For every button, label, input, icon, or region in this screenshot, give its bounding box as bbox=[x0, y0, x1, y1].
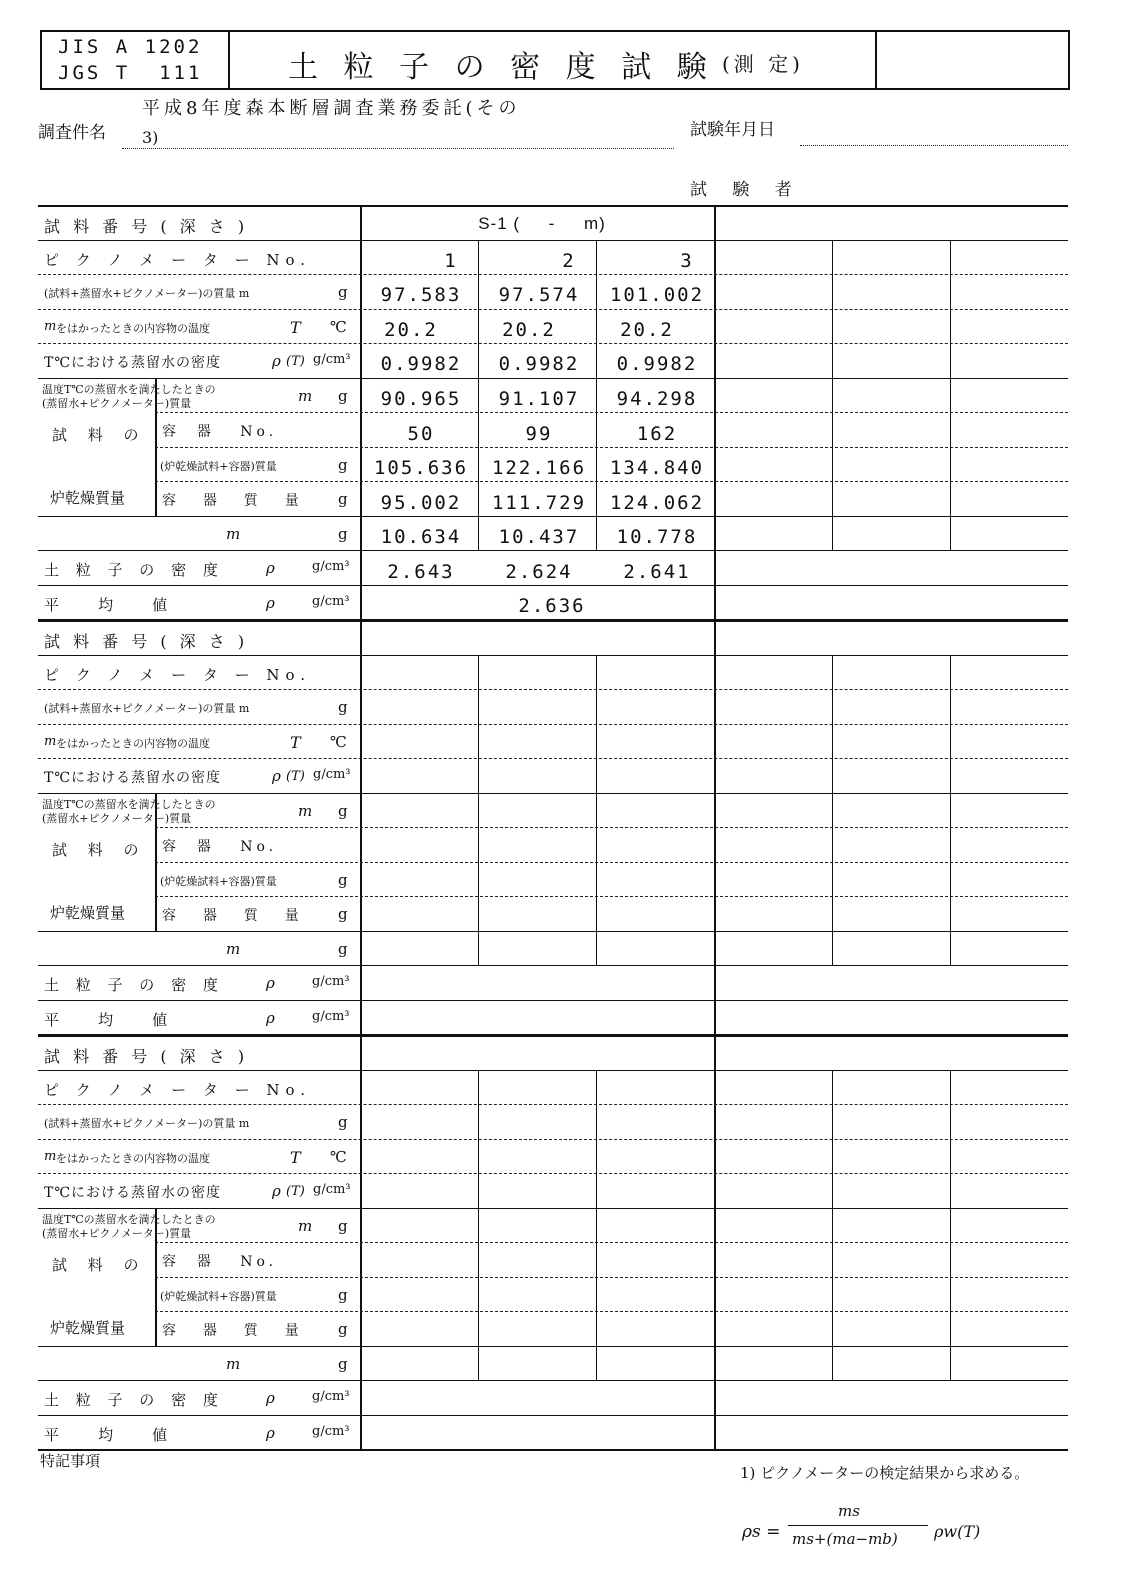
block1-unit-container-mass: g bbox=[338, 490, 348, 508]
block3-label-mass-ma-2: (蒸留水+ピクノメーター)質量 bbox=[42, 1226, 192, 1240]
block1-label-dry-sample: (炉乾燥試料+容器)質量 bbox=[160, 459, 277, 473]
block3-sym-ms: m bbox=[226, 1354, 241, 1373]
block3-label-temp-sym: m bbox=[44, 1148, 57, 1164]
block2-label-mass-ma-1: 温度T℃の蒸留水を満たしたときの bbox=[42, 797, 216, 811]
block3-unit-ms: g bbox=[338, 1354, 348, 1373]
pycnometer-no-1: 1 bbox=[444, 250, 458, 272]
block3-row-dash bbox=[155, 1277, 1068, 1278]
block1-label-temp-sym: m bbox=[44, 318, 57, 334]
block1-label-dry-group-2: 炉乾燥質量 bbox=[50, 488, 126, 507]
density-formula bbox=[738, 1500, 1068, 1570]
temp-1: 20.2 bbox=[384, 319, 438, 341]
block1-row-dash bbox=[155, 447, 1068, 448]
block2-unit-mass-mb: g bbox=[338, 698, 348, 716]
block2-unit-dry-sample: g bbox=[338, 870, 348, 889]
block2-unit-ms: g bbox=[338, 939, 348, 958]
block1-label-density-water: T℃における蒸留水の密度 bbox=[44, 355, 221, 371]
page-title-suffix: (測 定) bbox=[722, 52, 804, 76]
block3-group-top bbox=[38, 1208, 1068, 1209]
block3-row-dash bbox=[38, 1173, 1068, 1174]
block2-label-temp-sym: m bbox=[44, 733, 57, 749]
block1-top-border bbox=[38, 205, 1068, 207]
block1-arg-density-water: (T) bbox=[286, 354, 305, 369]
block1-unit-density-water: g/cm³ bbox=[313, 352, 351, 367]
block1-sym-mass-ma: m bbox=[298, 386, 313, 405]
remarks-label: 特記事項 bbox=[40, 1452, 101, 1470]
block2-row-dash bbox=[155, 896, 1068, 897]
block1-label-mass-ma-1: 温度T℃の蒸留水を満たしたときの bbox=[42, 382, 216, 396]
block1-unit-temp: ℃ bbox=[330, 317, 347, 336]
block2-label-temp-T: T bbox=[290, 732, 301, 752]
block3-unit-temp: ℃ bbox=[330, 1147, 347, 1166]
block1-sym-density-water: ρ bbox=[272, 352, 281, 370]
container-mass-3: 124.062 bbox=[609, 492, 705, 514]
block3-sym-density-water: ρ bbox=[272, 1182, 281, 1200]
block3-row-line bbox=[38, 1070, 1068, 1071]
block2-row-dash bbox=[38, 758, 1068, 759]
mass-mb-1: 97.583 bbox=[380, 284, 462, 306]
block2-unit-mass-ma: g bbox=[338, 801, 348, 820]
standard-code-jgs: JGS T 111 bbox=[58, 62, 203, 84]
survey-name-line1: 平成8年度森本断層調査業務委託(その bbox=[142, 98, 521, 119]
block3-bottom-border bbox=[38, 1449, 1068, 1451]
block1-row-line bbox=[38, 585, 1068, 586]
tester-label: 試 験 者 bbox=[690, 180, 802, 200]
mass-ma-2: 91.107 bbox=[498, 388, 580, 410]
block2-sym-soil-density: ρ bbox=[266, 974, 275, 992]
block2-arg-density-water: (T) bbox=[286, 769, 305, 784]
block2-label-dry-sample: (炉乾燥試料+容器)質量 bbox=[160, 874, 277, 888]
block1-col-line bbox=[950, 240, 951, 551]
footnote-1: 1) ピクノメーターの検定結果から求める。 bbox=[740, 1464, 1030, 1482]
block1-row-dash bbox=[38, 343, 1068, 344]
block2-unit-density-water: g/cm³ bbox=[313, 767, 351, 782]
block2-col-line bbox=[596, 655, 597, 966]
block3-label-sample-no: 試 料 番 号 ( 深 さ ) bbox=[44, 1047, 249, 1066]
block1-unit-mass-mb: g bbox=[338, 283, 348, 301]
block3-sym-soil-density: ρ bbox=[266, 1389, 275, 1407]
block1-label-dry-group-1: 試 料 の bbox=[52, 426, 147, 444]
block3-label-mass-mb: (試料+蒸留水+ピクノメーター)の質量 m bbox=[44, 1117, 250, 1130]
block3-col-line bbox=[596, 1070, 597, 1381]
block3-row-dash bbox=[38, 1139, 1068, 1140]
block2-top-border bbox=[38, 620, 1068, 622]
block3-sym-mass-ma: m bbox=[298, 1216, 313, 1235]
test-date-label: 試験年月日 bbox=[690, 120, 775, 140]
header-top-border bbox=[40, 30, 1070, 32]
density-water-2: 0.9982 bbox=[498, 353, 580, 375]
block2-label-dry-group-1: 試 料 の bbox=[52, 841, 147, 859]
block3-unit-density-water: g/cm³ bbox=[313, 1182, 351, 1197]
block2-unit-soil-density: g/cm³ bbox=[312, 974, 350, 989]
density-water-1: 0.9982 bbox=[380, 353, 462, 375]
soil-density-1: 2.643 bbox=[387, 561, 455, 583]
density-water-3: 0.9982 bbox=[616, 353, 698, 375]
block2-label-dry-group-2: 炉乾燥質量 bbox=[50, 903, 126, 922]
block3-row-dash bbox=[155, 1311, 1068, 1312]
block3-label-pycnometer: ピ ク ノ メ ー タ ー No. bbox=[44, 1080, 312, 1099]
block2-label-container-mass: 容 器 質 量 bbox=[162, 908, 305, 924]
block1-sym-average: ρ bbox=[266, 593, 275, 612]
formula-numerator: ms bbox=[838, 1502, 860, 1520]
block3-sym-average: ρ bbox=[266, 1423, 275, 1442]
container-mass-2: 111.729 bbox=[491, 492, 587, 514]
block1-row-dash bbox=[38, 274, 1068, 275]
formula-denominator: ms+(ma−mb) bbox=[792, 1530, 898, 1548]
block1-label-mass-mb: (試料+蒸留水+ピクノメーター)の質量 m bbox=[44, 287, 250, 300]
block1-col-line bbox=[832, 240, 833, 551]
block2-row-dash bbox=[155, 827, 1068, 828]
block2-col-line bbox=[832, 655, 833, 966]
block3-label-dry-group-2: 炉乾燥質量 bbox=[50, 1318, 126, 1337]
block3-label-mass-ma-1: 温度T℃の蒸留水を満たしたときの bbox=[42, 1212, 216, 1226]
block1-unit-soil-density: g/cm³ bbox=[312, 559, 350, 574]
block2-label-mass-ma-2: (蒸留水+ピクノメーター)質量 bbox=[42, 811, 192, 825]
block1-group-bottom bbox=[38, 516, 1068, 517]
block3-unit-container-mass: g bbox=[338, 1320, 348, 1338]
block2-label-sample-no: 試 料 番 号 ( 深 さ ) bbox=[44, 632, 249, 651]
block1-label-container-no: 容 器 No. bbox=[162, 424, 278, 440]
block2-label-soil-density: 土 粒 子 の 密 度 bbox=[44, 976, 224, 994]
block1-label-sample-no: 試 料 番 号 ( 深 さ ) bbox=[44, 217, 249, 236]
block2-label-container-no: 容 器 No. bbox=[162, 839, 278, 855]
block1-row-line bbox=[38, 550, 1068, 551]
block1-label-mass-ma-2: (蒸留水+ピクノメーター)質量 bbox=[42, 396, 192, 410]
average-density: 2.636 bbox=[518, 595, 586, 617]
block3-label-container-no: 容 器 No. bbox=[162, 1254, 278, 1270]
block3-label-temp-T: T bbox=[290, 1147, 301, 1167]
block1-unit-mass-ma: g bbox=[338, 386, 348, 405]
block2-sym-ms: m bbox=[226, 939, 241, 958]
block1-row-dash bbox=[38, 309, 1068, 310]
ms-1: 10.634 bbox=[380, 526, 462, 548]
block2-sym-density-water: ρ bbox=[272, 767, 281, 785]
block2-row-dash bbox=[38, 689, 1068, 690]
survey-label: 調査件名 bbox=[38, 123, 106, 143]
block1-sym-soil-density: ρ bbox=[266, 559, 275, 577]
block2-label-pycnometer: ピ ク ノ メ ー タ ー No. bbox=[44, 665, 312, 684]
temp-3: 20.2 bbox=[620, 319, 674, 341]
block3-label-temp: をはかったときの内容物の温度 bbox=[56, 1151, 210, 1165]
survey-name-line2: 3) bbox=[142, 128, 159, 147]
block3-arg-density-water: (T) bbox=[286, 1184, 305, 1199]
test-date-underline bbox=[800, 145, 1068, 146]
header-bottom-border bbox=[40, 88, 1070, 90]
block3-row-dash bbox=[38, 1104, 1068, 1105]
formula-tail: ρw(T) bbox=[934, 1522, 981, 1541]
formula-lhs: ρs = bbox=[742, 1522, 781, 1542]
block1-sym-ms: m bbox=[226, 524, 241, 543]
block3-unit-mass-ma: g bbox=[338, 1216, 348, 1235]
block3-unit-soil-density: g/cm³ bbox=[312, 1389, 350, 1404]
standard-code-jis: JIS A 1202 bbox=[58, 36, 203, 58]
block3-label-container-mass: 容 器 質 量 bbox=[162, 1323, 305, 1339]
block2-sym-mass-ma: m bbox=[298, 801, 313, 820]
block1-label-temp-T: T bbox=[290, 317, 301, 337]
dry-sample-container-2: 122.166 bbox=[491, 457, 587, 479]
block2-unit-container-mass: g bbox=[338, 905, 348, 923]
block3-label-density-water: T℃における蒸留水の密度 bbox=[44, 1185, 221, 1201]
block3-col-line bbox=[832, 1070, 833, 1381]
block3-row-line bbox=[38, 1380, 1068, 1381]
block3-label-soil-density: 土 粒 子 の 密 度 bbox=[44, 1391, 224, 1409]
ms-2: 10.437 bbox=[498, 526, 580, 548]
block2-col-line bbox=[950, 655, 951, 966]
soil-density-2: 2.624 bbox=[505, 561, 573, 583]
container-no-2: 99 bbox=[525, 423, 553, 445]
block2-col-line bbox=[478, 655, 479, 966]
temp-2: 20.2 bbox=[502, 319, 556, 341]
block2-label-average: 平 均 値 bbox=[44, 1010, 172, 1029]
pycnometer-no-3: 3 bbox=[680, 250, 694, 272]
block2-unit-average: g/cm³ bbox=[312, 1008, 350, 1024]
block2-group-top bbox=[38, 793, 1068, 794]
block2-row-dash bbox=[38, 724, 1068, 725]
soil-density-3: 2.641 bbox=[623, 561, 691, 583]
block2-label-density-water: T℃における蒸留水の密度 bbox=[44, 770, 221, 786]
block2-sym-average: ρ bbox=[266, 1008, 275, 1027]
block1-unit-dry-sample: g bbox=[338, 455, 348, 474]
block3-unit-dry-sample: g bbox=[338, 1285, 348, 1304]
block3-row-line bbox=[38, 1415, 1068, 1416]
container-no-3: 162 bbox=[636, 423, 678, 445]
block3-col-line bbox=[950, 1070, 951, 1381]
block2-unit-temp: ℃ bbox=[330, 732, 347, 751]
container-mass-1: 95.002 bbox=[380, 492, 462, 514]
block2-row-line bbox=[38, 1000, 1068, 1001]
block2-row-dash bbox=[155, 862, 1068, 863]
block1-row-dash bbox=[155, 481, 1068, 482]
block1-row-line bbox=[38, 240, 1068, 241]
pycnometer-no-2: 2 bbox=[562, 250, 576, 272]
survey-name-underline bbox=[122, 148, 674, 149]
block3-col-line bbox=[478, 1070, 479, 1381]
block2-label-temp: をはかったときの内容物の温度 bbox=[56, 736, 210, 750]
block3-row-dash bbox=[155, 1242, 1068, 1243]
mass-mb-2: 97.574 bbox=[498, 284, 580, 306]
block2-row-line bbox=[38, 965, 1068, 966]
block2-label-mass-mb: (試料+蒸留水+ピクノメーター)の質量 m bbox=[44, 702, 250, 715]
dry-sample-container-3: 134.840 bbox=[609, 457, 705, 479]
block1-label-container-mass: 容 器 質 量 bbox=[162, 493, 305, 509]
page-title: 土 粒 子 の 密 度 試 験 bbox=[288, 50, 715, 85]
mass-mb-3: 101.002 bbox=[609, 284, 705, 306]
block3-unit-average: g/cm³ bbox=[312, 1423, 350, 1439]
sample-no-value: S-1 ( - m) bbox=[478, 214, 606, 233]
block3-top-border bbox=[38, 1035, 1068, 1037]
block2-group-bottom bbox=[38, 931, 1068, 932]
block1-unit-ms: g bbox=[338, 524, 348, 543]
dry-sample-container-1: 105.636 bbox=[373, 457, 469, 479]
ms-3: 10.778 bbox=[616, 526, 698, 548]
block3-label-dry-group-1: 試 料 の bbox=[52, 1256, 147, 1274]
mass-ma-1: 90.965 bbox=[380, 388, 462, 410]
block3-label-average: 平 均 値 bbox=[44, 1425, 172, 1444]
block3-group-bottom bbox=[38, 1346, 1068, 1347]
block1-unit-average: g/cm³ bbox=[312, 593, 350, 609]
block1-label-soil-density: 土 粒 子 の 密 度 bbox=[44, 561, 224, 579]
block3-label-dry-sample: (炉乾燥試料+容器)質量 bbox=[160, 1289, 277, 1303]
block1-group-top bbox=[38, 378, 1068, 379]
container-no-1: 50 bbox=[407, 423, 435, 445]
block1-row-dash bbox=[155, 412, 1068, 413]
block1-label-average: 平 均 値 bbox=[44, 595, 172, 614]
block1-label-temp: をはかったときの内容物の温度 bbox=[56, 321, 210, 335]
mass-ma-3: 94.298 bbox=[616, 388, 698, 410]
block3-unit-mass-mb: g bbox=[338, 1113, 348, 1131]
block1-label-pycnometer: ピ ク ノ メ ー タ ー No. bbox=[44, 250, 312, 269]
block2-row-line bbox=[38, 655, 1068, 656]
